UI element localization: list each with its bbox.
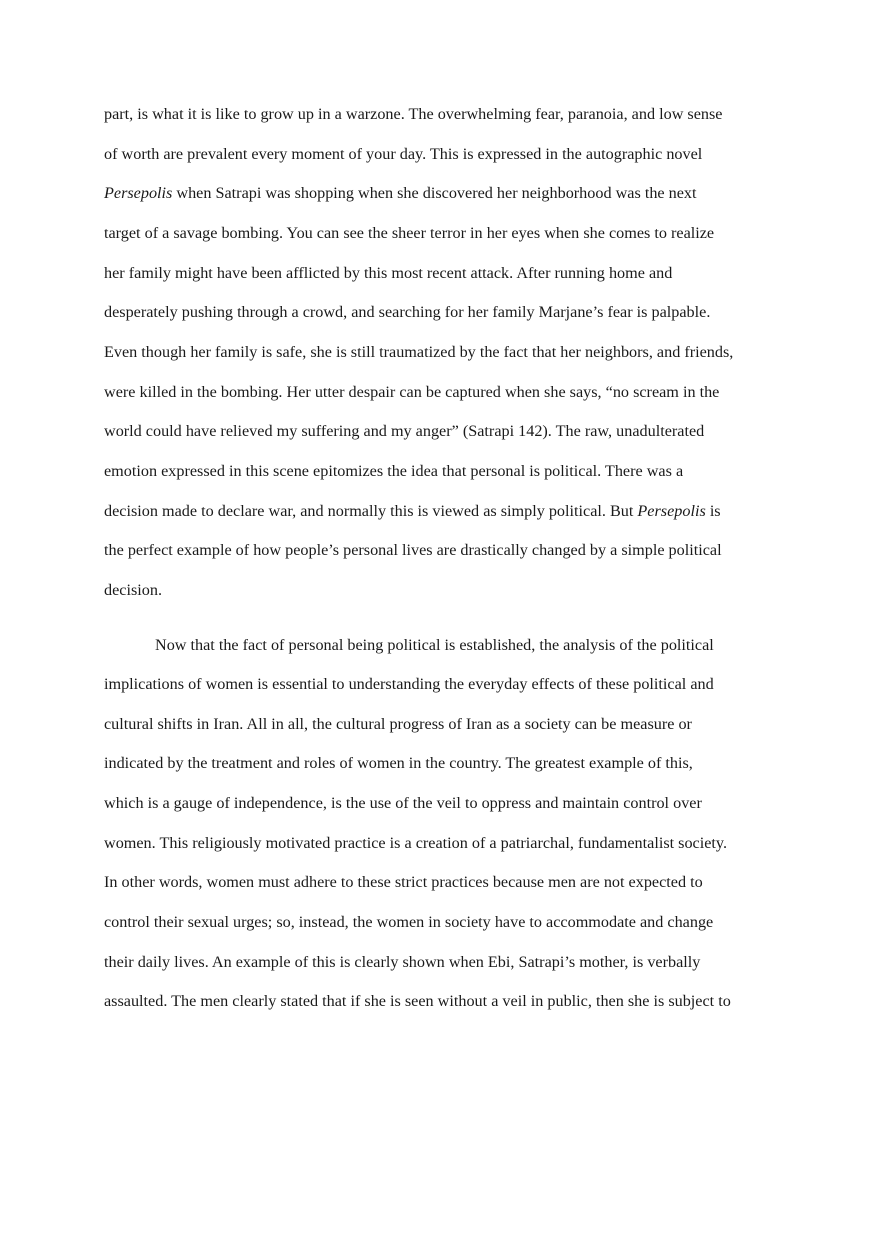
text-line: of worth are prevalent every moment of your day. This is expressed in the autographic novel: [104, 145, 703, 163]
text-line: the perfect example of how people’s personal lives are drastically changed by a simple political: [104, 541, 722, 559]
text-line: decision.: [104, 581, 162, 599]
text-line: her family might have been afflicted by this most recent attack. After running home and: [104, 264, 673, 282]
text-line: cultural shifts in Iran. All in all, the cultural progress of Iran as a society can be measure or: [104, 715, 692, 733]
text-line: Even though her family is safe, she is still traumatized by the fact that her neighbors, and friends,: [104, 343, 734, 361]
text-line: world could have relieved my suffering and my anger” (Satrapi 142). The raw, unadulterated: [104, 422, 705, 440]
text-line: In other words, women must adhere to these strict practices because men are not expected to: [104, 873, 703, 891]
text-line: target of a savage bombing. You can see the sheer terror in her eyes when she comes to realize: [104, 224, 715, 242]
book-title-italic: Persepolis: [637, 502, 706, 520]
text-line: were killed in the bombing. Her utter despair can be captured when she says, “no scream in the: [104, 383, 720, 401]
text-line: control their sexual urges; so, instead, the women in society have to accommodate and change: [104, 913, 714, 931]
book-title-italic: Persepolis: [104, 184, 173, 202]
text-line: decision made to declare war, and normally this is viewed as simply political. But Persepolis is: [104, 502, 721, 520]
text-line: implications of women is essential to understanding the everyday effects of these political and: [104, 675, 714, 693]
text-line: Now that the fact of personal being political is established, the analysis of the political: [155, 636, 714, 654]
text-line: Persepolis when Satrapi was shopping when she discovered her neighborhood was the next: [104, 184, 697, 202]
text-line: women. This religiously motivated practice is a creation of a patriarchal, fundamentalist society.: [104, 834, 728, 852]
text-line: assaulted. The men clearly stated that if she is seen without a veil in public, then she is subject to: [104, 992, 731, 1010]
text-line: emotion expressed in this scene epitomizes the idea that personal is political. There was a: [104, 462, 684, 480]
text-line: desperately pushing through a crowd, and searching for her family Marjane’s fear is palpable.: [104, 303, 711, 321]
text-line: their daily lives. An example of this is clearly shown when Ebi, Satrapi’s mother, is verbally: [104, 953, 701, 971]
text-line: part, is what it is like to grow up in a warzone. The overwhelming fear, paranoia, and low sense: [104, 105, 723, 123]
text-line: which is a gauge of independence, is the use of the veil to oppress and maintain control over: [104, 794, 702, 812]
text-line: indicated by the treatment and roles of women in the country. The greatest example of this,: [104, 754, 693, 772]
